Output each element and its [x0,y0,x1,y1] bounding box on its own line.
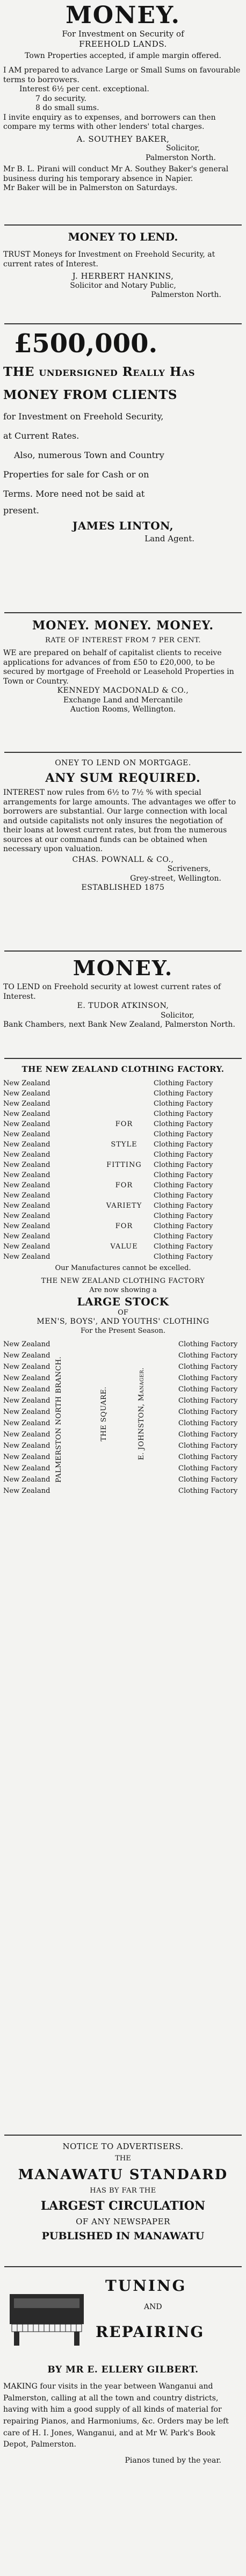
clothing-row [3,1242,243,1252]
divider [4,612,242,613]
clothing-row [3,1129,243,1140]
ad-subtitle: FREEHOLD LANDS. [79,39,167,49]
divider [4,1058,242,1059]
clothing-row-right: Clothing Factory [154,1090,213,1098]
clothing-row-mid: VARIETY [106,1202,142,1210]
clothing-row-mid: FITTING [106,1161,142,1169]
ad-signature-role: Solicitor, [161,1011,194,1020]
ad-text: I AM prepared to advance Large or Small Sums on favourable terms to borrowers. [3,66,241,84]
clothing-row-left: New Zealand [3,1243,50,1251]
ad-signature-place: Palmerston North. [145,153,216,162]
clothing-row-mid [95,1099,154,1109]
divider [4,2135,242,2136]
ad-text: present. [3,505,39,516]
clothing-row-right: Clothing Factory [154,1181,213,1189]
clothing-row-left: New Zealand [3,1419,50,1427]
clothing-row-right: Clothing Factory [154,1141,213,1149]
clothing-row-right: Clothing Factory [178,1385,238,1394]
ad-signature: KENNEDY MACDONALD & CO., [57,686,189,695]
ad-signature-role: Solicitor, [166,144,200,153]
clothing-row-mid: FOR [115,1222,133,1230]
clothing-row-left: New Zealand [3,1232,50,1240]
ad-text: THE NEW ZEALAND CLOTHING FACTORY [41,1277,205,1286]
ad-title: £500,000. [14,329,158,359]
clothing-row-right: Clothing Factory [178,1464,238,1472]
clothing-row-left: New Zealand [3,1120,50,1128]
clothing-row-left: New Zealand [3,1486,50,1495]
ad-text: for Investment on Freehold Security, [3,411,164,422]
clothing-row [3,1170,243,1180]
ad-text: Are now showing a [89,1286,157,1294]
ad-title: MONEY. [66,2,180,29]
clothing-row-left: New Zealand [3,1202,50,1210]
clothing-row-left: New Zealand [3,1192,50,1200]
ad-clothing-factory [3,1063,243,1500]
clothing-row-right: Clothing Factory [178,1475,238,1484]
right-stack [178,1339,243,1497]
clothing-row-left: New Zealand [3,1453,50,1461]
clothing-row-right: Clothing Factory [154,1232,213,1240]
ad-pownall [3,757,243,893]
ad-signature-line: Grey-street, Wellington. [130,874,221,883]
ad-kennedy-macdonald [3,618,243,715]
clothing-row-mid [95,1078,154,1089]
ad-text: HAS BY FAR THE [90,2187,156,2195]
ad-southey-baker [3,2,243,193]
clothing-row [3,1109,243,1119]
clothing-row-left: New Zealand [3,1253,50,1261]
clothing-row-left: New Zealand [3,1475,50,1484]
clothing-row-left: New Zealand [3,1141,50,1149]
clothing-row [3,1140,243,1150]
clothing-row-right: Clothing Factory [154,1161,213,1169]
divider [4,950,242,952]
clothing-row-mid [95,1170,154,1180]
ad-signature-line: Auction Rooms, Wellington. [70,705,176,714]
clothing-row [3,1252,243,1262]
clothing-row-right: Clothing Factory [178,1362,238,1371]
ad-title: MONEY TO LEND. [68,230,178,243]
clothing-rows [3,1078,243,1262]
clothing-row-right: Clothing Factory [154,1192,213,1200]
ad-text: MAKING four visits in the year between Wanganui and Palmerston, calling at all the town and country districts, having with him a good supply of all kinds of material for repairing Pianos, and Harmoniums, &c. Orders may be left care of H. I. Jones, Wanganui, and at Mr W. Park's Book Depot, Palmerston. [3,2382,229,2449]
clothing-row [3,1211,243,1221]
ad-text: Town Properties accepted, if ample margin offered. [25,51,221,60]
ad-hankins [3,230,243,300]
clothing-row [3,1099,243,1109]
clothing-row-left: New Zealand [3,1161,50,1169]
ad-signature-line: Exchange Land and Mercantile [63,695,183,705]
ad-text: Mr B. L. Pirani will conduct Mr A. Southey Baker's general business during his temporary absence in Napier. [3,165,229,183]
ad-signature: E. TUDOR ATKINSON, [77,1002,169,1010]
clothing-branch-block [3,1339,243,1500]
ad-text: INTEREST now rules from 6½ to 7½ % with special arrangements for large amounts. The advantages we offer to borrowers are substantial. Our large connection with local and outside capitalists not only insures the negotiation of their loans at lowest current rates, but from the numerous sources at our command funds can be obtained when necessary upon valuation. [3,788,236,853]
ad-text: TO LEND on Freehold security at lowest current rates of Interest. [3,983,221,1001]
clothing-row-mid [95,1150,154,1160]
clothing-row-left: New Zealand [3,1130,50,1138]
clothing-row-left: New Zealand [3,1362,50,1371]
ad-text: at Current Rates. [3,431,79,441]
clothing-row-left: New Zealand [3,1385,50,1394]
ad-text: 8 do small sums. [35,104,99,112]
ad-title: MONEY. MONEY. MONEY. [32,619,214,633]
clothing-row-left: New Zealand [3,1100,50,1108]
clothing-row-left: New Zealand [3,1441,50,1450]
clothing-row-left: New Zealand [3,1464,50,1472]
clothing-row-right: Clothing Factory [178,1486,238,1495]
ad-title: REPAIRING [96,2323,205,2341]
clothing-row-left: New Zealand [3,1171,50,1179]
clothing-row [3,1160,243,1170]
ad-byline: BY MR E. ELLERY GILBERT. [47,2364,199,2375]
clothing-row [3,1119,243,1129]
clothing-row [3,1201,243,1211]
clothing-row [3,1191,243,1201]
ad-title: AND [144,2303,162,2311]
clothing-row-right: Clothing Factory [154,1079,213,1087]
divider [4,2266,242,2267]
clothing-row-left: New Zealand [3,1430,50,1439]
clothing-row-left: New Zealand [3,1110,50,1118]
clothing-row-right: Clothing Factory [178,1351,238,1360]
clothing-row-right: Clothing Factory [154,1130,213,1138]
ad-signature: J. HERBERT HANKINS, [72,271,174,281]
ad-signature: A. SOUTHEY BAKER, [76,134,170,144]
clothing-row-right: Clothing Factory [178,1374,238,1382]
clothing-row-right: Clothing Factory [154,1202,213,1210]
clothing-row-right: Clothing Factory [178,1430,238,1439]
clothing-row-right: Clothing Factory [178,1396,238,1405]
clothing-row [3,1089,243,1099]
clothing-row-left: New Zealand [3,1340,50,1348]
ad-text: MONEY FROM CLIENTS [3,388,177,402]
ad-text: Also, numerous Town and Country [14,450,164,460]
ad-text: For the Present Season. [80,1326,165,1335]
clothing-row [3,1221,243,1231]
divider [4,224,242,226]
ad-text: THE undersigned Really Has [3,365,196,379]
ad-title: THE NEW ZEALAND CLOTHING FACTORY. [21,1064,225,1074]
clothing-row-right: Clothing Factory [178,1441,238,1450]
ad-text: Properties for sale for Cash or on [3,469,149,480]
ad-gilbert-pianos [3,2272,243,2466]
ad-text: Terms. More need not be said at [3,489,145,499]
clothing-row-mid: FOR [115,1181,133,1189]
ad-manawatu-standard [3,2140,243,2244]
clothing-row-mid [95,1252,154,1262]
clothing-row-mid [95,1211,154,1221]
clothing-row-right: Clothing Factory [178,1419,238,1427]
clothing-row-right: Clothing Factory [154,1171,213,1179]
divider [4,323,242,324]
ad-text: MANAWATU STANDARD [18,2167,228,2183]
clothing-row-mid [95,1191,154,1201]
ad-title: ANY SUM REQUIRED. [45,771,201,785]
clothing-row [3,1180,243,1191]
ad-head: ONEY TO LEND ON MORTGAGE. [55,759,191,767]
clothing-row-right: Clothing Factory [178,1407,238,1416]
ad-signature-line: Scriveners, [167,865,211,873]
clothing-row [3,1231,243,1242]
clothing-row-left: New Zealand [3,1222,50,1230]
ad-title: TUNING [105,2277,187,2295]
ad-text: LARGEST CIRCULATION [40,2199,206,2213]
clothing-row-mid [95,1089,154,1099]
ad-text: Interest 6½ per cent. exceptional. [19,85,149,93]
clothing-row-right: Clothing Factory [154,1253,213,1261]
ad-text: Mr Baker will be in Palmerston on Saturdays. [3,184,178,193]
ad-text: I invite enquiry as to expenses, and borrowers can then compare my terms with other lenders' total charges. [3,113,216,131]
vertical-square-label: THE SQUARE. [100,1386,108,1441]
ad-text: WE are prepared on behalf of capitalist clients to receive applications for advances of from £50 to £20,000, to be secured by mortgage of Freehold or Leasehold Properties in Town or Country. [3,649,234,686]
ad-atkinson [3,956,243,1030]
clothing-row-right: Clothing Factory [154,1222,213,1230]
clothing-row-left: New Zealand [3,1407,50,1416]
divider [4,752,242,753]
left-stack [3,1339,53,1497]
clothing-row-right: Clothing Factory [154,1120,213,1128]
clothing-row-left: New Zealand [3,1212,50,1220]
ad-text: MEN'S, BOYS', AND YOUTHS' CLOTHING [37,1317,209,1326]
clothing-row-mid: VALUE [110,1243,138,1251]
ad-subtitle: For Investment on Security of [62,29,184,39]
ad-title: NOTICE TO ADVERTISERS. [62,2142,184,2151]
ad-text: TRUST Moneys for Investment on Freehold Security, at current rates of Interest. [3,250,215,269]
ad-text: LARGE STOCK [77,1295,169,1308]
ad-linton [3,329,243,544]
clothing-row-right: Clothing Factory [154,1151,213,1159]
clothing-row-mid [95,1129,154,1140]
clothing-row-mid [95,1109,154,1119]
vertical-branch-label: PALMERSTON NORTH BRANCH. [55,1356,63,1483]
clothing-row-right: Clothing Factory [154,1100,213,1108]
ad-text: OF ANY NEWSPAPER [76,2217,170,2226]
clothing-row-left: New Zealand [3,1351,50,1360]
vertical-manager-label: E. JOHNSTON, Manager. [138,1367,146,1461]
ad-signature-place: Bank Chambers, next Bank New Zealand, Palmerston North. [3,1020,235,1029]
ad-signature: JAMES LINTON, [72,519,174,532]
clothing-row-mid [95,1231,154,1242]
ad-signature-role: Solicitor and Notary Public, [70,281,176,290]
ad-text: THE [115,2154,131,2163]
clothing-row-right: Clothing Factory [154,1110,213,1118]
clothing-row-right: Clothing Factory [178,1453,238,1461]
clothing-row-left: New Zealand [3,1396,50,1405]
ad-note: Our Manufactures cannot be excelled. [55,1264,191,1272]
ad-text: PUBLISHED IN MANAWATU [41,2230,205,2242]
clothing-row-left: New Zealand [3,1090,50,1098]
clothing-row-left: New Zealand [3,1181,50,1189]
ad-title: MONEY. [73,956,173,980]
clothing-row-mid: STYLE [111,1141,138,1149]
clothing-row-right: Clothing Factory [178,1340,238,1348]
clothing-row-left: New Zealand [3,1151,50,1159]
ad-text: OF [118,1308,128,1317]
clothing-row [3,1078,243,1089]
ad-established: ESTABLISHED 1875 [81,883,165,892]
ad-signature-role: Land Agent. [144,534,194,543]
ad-signature-place: Palmerston North. [150,291,221,300]
piano-icon [6,2289,87,2348]
clothing-row-mid: FOR [115,1120,133,1128]
clothing-row-right: Clothing Factory [154,1212,213,1220]
ad-subtitle: RATE OF INTEREST FROM 7 PER CENT. [45,636,201,644]
clothing-row-left: New Zealand [3,1374,50,1382]
clothing-row-right: Clothing Factory [154,1243,213,1251]
clothing-row-left: New Zealand [3,1079,50,1087]
clothing-row [3,1150,243,1160]
ad-text: 7 do security. [35,94,86,103]
ad-footer: Pianos tuned by the year. [125,2456,221,2465]
ad-signature: CHAS. POWNALL & CO., [72,855,174,864]
